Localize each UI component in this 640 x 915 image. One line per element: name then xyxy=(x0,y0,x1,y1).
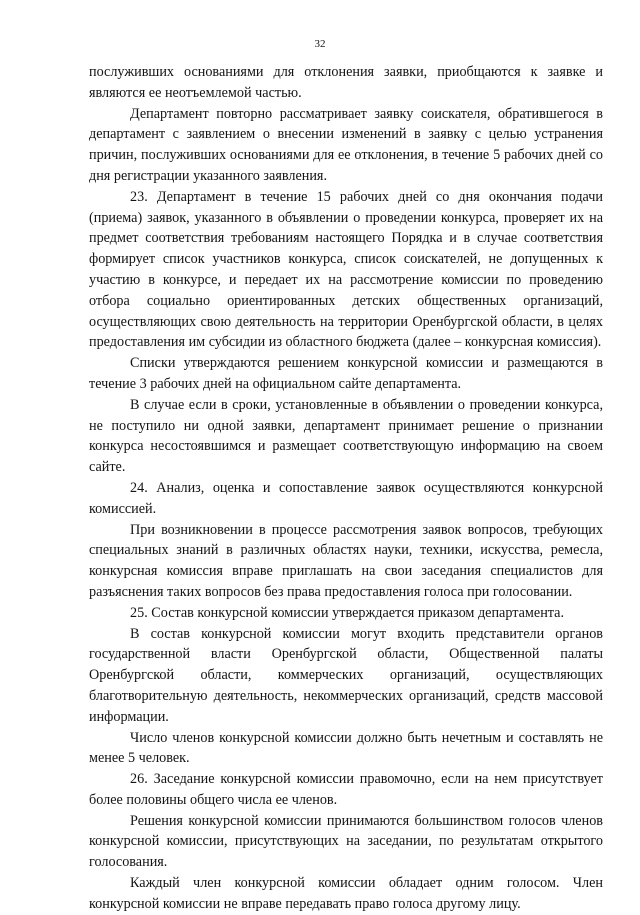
document-body xyxy=(89,62,603,915)
paragraph: В случае если в сроки, установленные в объявлении о проведении конкурса, не поступило ни одной заявки, департамент принимает решение о признании конкурса несостоявшимся и размещает соответствующую информацию на своем сайте. xyxy=(89,396,603,476)
paragraph: В состав конкурсной комиссии могут входить представители органов государственной власти Оренбургской области, Общественной палаты Оренбургской области, коммерческих организаций, осуществляющих благотворительную деятельность, некоммерческих организаций, средств массовой информации. xyxy=(89,625,603,725)
paragraph: При возникновении в процессе рассмотрения заявок вопросов, требующих специальных знаний в различных областях науки, техники, искусства, ремесла, конкурсная комиссия вправе приглашать на свои заседания специалистов для разъяснения таких вопросов без права предоставления голоса при голосовании. xyxy=(89,521,603,600)
paragraph: Решения конкурсной комиссии принимаются большинством голосов членов конкурсной комиссии, присутствующих на заседании, по результатам открытого голосования. xyxy=(89,812,603,871)
page-number: 32 xyxy=(314,38,326,50)
paragraph: Число членов конкурсной комиссии должно быть нечетным и составлять не менее 5 человек. xyxy=(89,729,603,767)
paragraph: Каждый член конкурсной комиссии обладает одним голосом. Член конкурсной комиссии не вправе передавать право голоса другому лицу. xyxy=(89,875,603,912)
paragraph: Департамент повторно рассматривает заявку соискателя, обратившегося в департамент с заявлением о внесении изменений в заявку с целью устранения причин, послуживших основаниями для ее отклонения, в течение 5 рабочих дней со дня регистрации указанного заявления. xyxy=(89,105,603,184)
paragraph-clause-24: 24. Анализ, оценка и сопоставление заявок осуществляются конкурсной комиссией. xyxy=(89,479,603,517)
paragraph: послуживших основаниями для отклонения заявки, приобщаются к заявке и являются ее неотъемлемой частью. xyxy=(89,64,603,101)
paragraph: Списки утверждаются решением конкурсной комиссии и размещаются в течение 3 рабочих дней на официальном сайте департамента. xyxy=(89,355,603,392)
paragraph-clause-26: 26. Заседание конкурсной комиссии правомочно, если на нем присутствует более половины общего числа ее членов. xyxy=(89,771,603,808)
paragraph-clause-25: 25. Состав конкурсной комиссии утверждается приказом департамента. xyxy=(130,604,565,621)
paragraph-clause-23: 23. Департамент в течение 15 рабочих дней со дня окончания подачи (приема) заявок, указанного в объявлении о проведении конкурса, проверяет их на предмет соответствия требованиям настоящего Порядка и в случае соответствия формирует список участников конкурса, список соискателей, не допущенных к участию в конкурсе, и передает их на рассмотрение комиссии по проведению отбора социально ориентированных детских общественных организаций, осуществляющих свою деятельность на территории Оренбургской области, в целях предоставления им субсидии из областного бюджета (далее – конкурсная комиссия). xyxy=(89,188,603,351)
